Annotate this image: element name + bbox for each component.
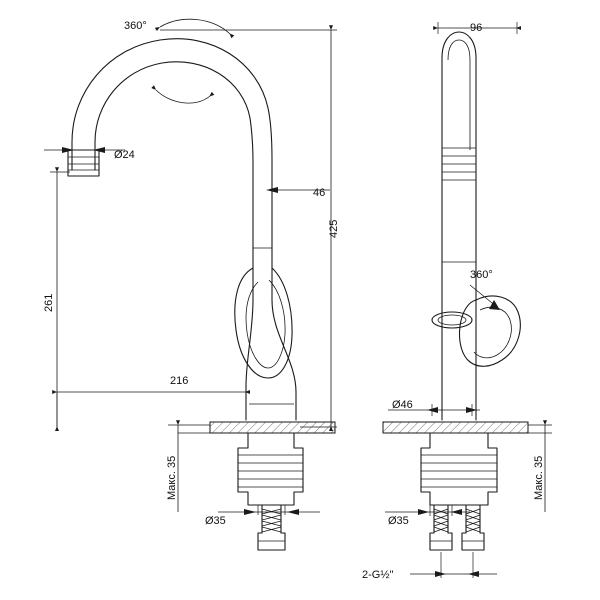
label-reach-216: 216 [170,375,189,387]
label-rotation-handle: 360° [470,269,493,281]
label-max-thickness-side: Макс. 35 [533,455,545,500]
label-height-261: 261 [43,293,55,312]
label-rotation-top: 360° [124,20,147,32]
label-spout-diameter: Ø24 [114,149,135,161]
label-height-425: 425 [328,219,340,238]
label-shank-diameter-front: Ø35 [205,515,226,527]
label-base-diameter: Ø46 [392,399,413,411]
label-max-thickness-front: Макс. 35 [166,455,178,500]
label-shank-diameter-side: Ø35 [388,515,409,527]
label-width-96: 96 [470,22,483,34]
label-thread: 2-G½" [362,569,394,581]
label-offset-46: 46 [313,187,326,199]
